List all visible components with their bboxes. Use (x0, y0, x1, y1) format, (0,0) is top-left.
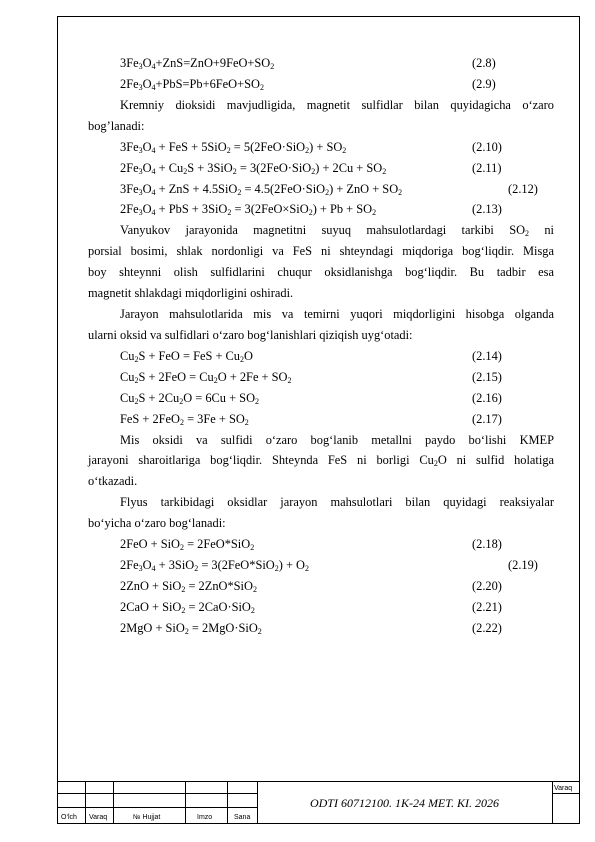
equation-number: (2.21) (472, 599, 502, 614)
equation-line (120, 347, 554, 365)
equation-formula: $3Fe_3O_4$ + FeS + $5SiO_2 = 5(2FeO\cdot SiO_2) + SO_2$ (120, 139, 347, 155)
paragraph-line: o‘tkazadi. (88, 474, 138, 489)
equation-line (120, 410, 554, 428)
equation-line (120, 368, 554, 386)
equation-number: (2.17) (472, 411, 502, 426)
equation-formula: $2Fe_3O_4$ + PbS + $3SiO_2 = 3(2FeO\times SiO_2) + Pb + SO_2$ (120, 202, 377, 218)
paragraph-line: boy shteynni olish sulfidlarini chuqur oksidlanishga bog‘liqdir. Bu tadbir esa (88, 265, 554, 280)
paragraph-line: Vanyukov jarayonida magnetitni suyuq mahsulotlardagi tarkibi $SO_2$ ni (120, 223, 554, 239)
paragraph-line: Flyus tarkibidagi oksidlar jarayon mahsulotlari bilan quyidagi reaksiyalar (120, 495, 554, 510)
equation-formula: $Cu_2S$ + FeO = FeS + $Cu_2O$ (120, 348, 253, 364)
equation-formula: $2Fe_3O_4 + Cu_2S + 3SiO_2 = 3(2FeO\cdot SiO_2) + 2Cu + SO_2$ (120, 160, 387, 176)
equation-line (120, 138, 554, 156)
equation-formula: $Cu_2S + 2FeO = Cu_2O + 2Fe + SO_2$ (120, 369, 292, 385)
equation-number: (2.9) (472, 76, 496, 91)
sheet-label: Varaq (554, 785, 573, 792)
equation-line (120, 619, 554, 637)
equation-formula: 2MgO + SiO$_2$ = 2MgO·SiO$_2$ (120, 620, 262, 636)
equation-number: (2.14) (472, 348, 502, 363)
stamp-label-sana: Sana (234, 814, 251, 821)
equation-formula: FeS + $2FeO_2 = 3Fe + SO_2$ (120, 411, 249, 427)
equation-line (120, 180, 554, 198)
paragraph-line: bo‘yicha o‘zaro bog‘lanadi: (88, 516, 226, 531)
equation-line (120, 556, 554, 574)
equation-number: (2.18) (472, 537, 502, 552)
paragraph-line: porsial bosimi, shlak nordonligi va FeS ni shteyndagi miqdoriga bog‘liqdir. Misga (88, 244, 554, 259)
equation-line (120, 577, 554, 595)
equation-number: (2.20) (472, 579, 502, 593)
equation-number: (2.12) (508, 181, 538, 196)
stamp-label-olch: O‘lch (61, 814, 77, 821)
equation-formula: $3Fe_3O_4$ + ZnS + 4.5SiO$_2$ = 4.5(2FeO·SiO$_2$) + ZnO + $SO_2$ (120, 181, 403, 197)
equation-number: (2.15) (472, 369, 502, 384)
equation-number: (2.8) (472, 56, 496, 70)
equation-formula: $Cu_2S + 2Cu_2O = 6Cu + SO_2$ (120, 390, 260, 406)
equation-number: (2.13) (472, 202, 502, 217)
equation-number: (2.11) (472, 160, 502, 175)
equation-formula: 2CaO + SiO$_2$ = 2CaO·SiO$_2$ (120, 599, 255, 615)
equation-formula: 2ZnO + SiO$_2$ = 2ZnO*SiO$_2$ (120, 579, 257, 594)
stamp-label-varaq: Varaq (89, 814, 108, 821)
paragraph-line: bog’lanadi: (88, 118, 145, 133)
equation-line (120, 535, 554, 553)
stamp-label-hujjat: № Hujjat (133, 814, 161, 821)
paragraph-line: magnetit shlakdagi miqdorligini oshiradi. (88, 286, 294, 301)
paragraph-line: Kremniy dioksidi mavjudligida, magnetit sulfidlar bilan quyidagicha o‘zaro (120, 97, 554, 112)
paragraph-line: Jarayon mahsulotlarida mis va temirni yuqori miqdorligini hisobga olganda (120, 307, 554, 322)
equation-line (120, 159, 554, 177)
equation-line (120, 598, 554, 616)
equation-line (120, 54, 554, 72)
equation-number: (2.19) (508, 558, 538, 573)
paragraph-line: Mis oksidi va sulfidi o‘zaro bog‘lanib metallni paydo bo‘lishi KMEP (120, 432, 554, 447)
equation-number: (2.22) (472, 620, 502, 635)
equation-formula: $2Fe_3O_4 + 3SiO_2 = 3(2FeO*SiO_2) + O_2$ (120, 558, 310, 574)
equation-formula: $3Fe_3O_4+ZnS=ZnO+9FeO+SO_2$ (120, 56, 275, 71)
equation-line (120, 389, 554, 407)
equation-formula: $2Fe_3O_4+PbS=Pb+6FeO+SO_2$ (120, 76, 264, 92)
title-block (57, 781, 580, 824)
paragraph-line: jarayoni sharoitlariga bog‘liqdir. Shteynda FeS ni borligi $Cu_2O$ ni sulfid holatiga (88, 453, 555, 469)
equation-line (120, 75, 554, 93)
equation-formula: 2FeO + SiO$_2$ = 2FeO*SiO$_2$ (120, 537, 255, 553)
document-code: ODTI 60712100. 1K-24 MET. KI. 2026 (309, 796, 500, 810)
equation-line (120, 200, 554, 218)
stamp-label-imzo: Imzo (197, 814, 213, 821)
equation-number: (2.16) (472, 390, 502, 405)
paragraph-line: ularni oksid va sulfidlari o‘zaro bog‘lanishlari qiziqish uyg‘otadi: (88, 327, 413, 342)
equation-number: (2.10) (472, 139, 502, 154)
